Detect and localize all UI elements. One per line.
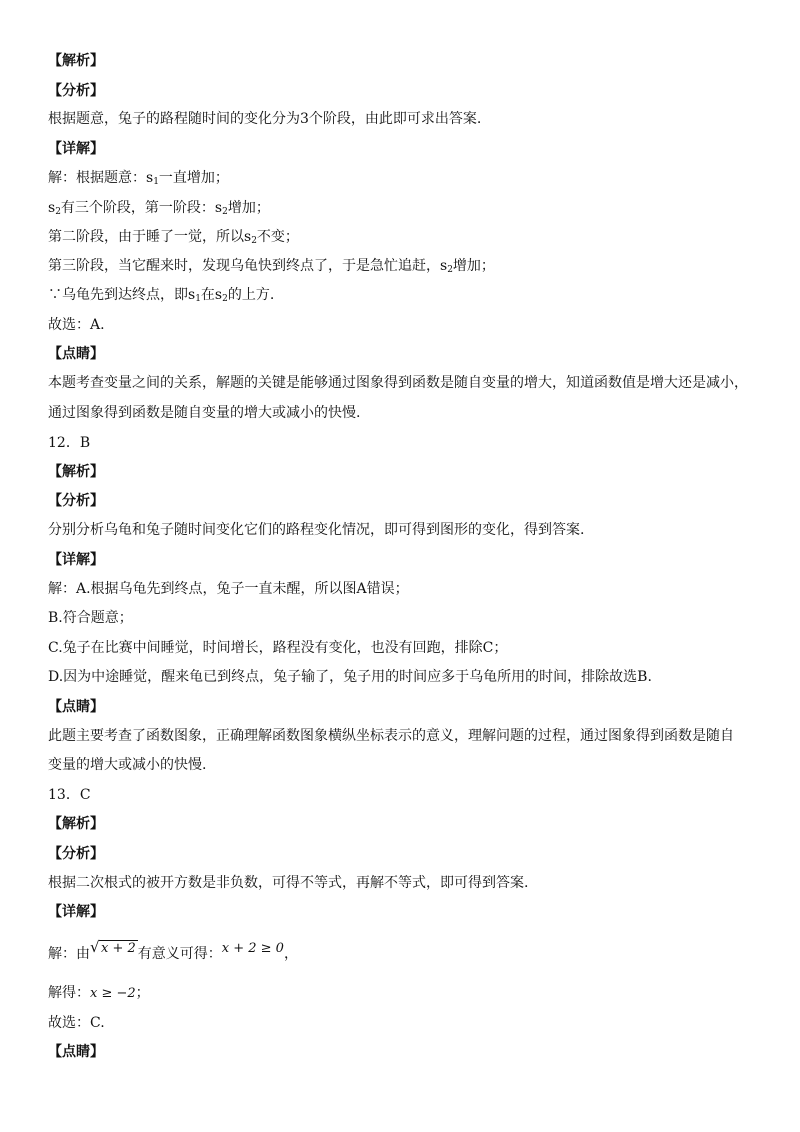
- solution-line-radical: 解：由 √ x + 2 有意义可得：x + 2 ≥ 0，: [48, 938, 298, 962]
- section-heading-fenxi: 【分析】: [48, 846, 104, 862]
- comment-text: 本题考查变量之间的关系，解题的关键是能够通过图象得到函数是随自变量的增大，知道函数值是增大还是减小，: [48, 375, 748, 391]
- section-heading-fenxi: 【分析】: [48, 493, 104, 509]
- solution-line: 第二阶段，由于睡了一觉，所以$s_2$不变；: [48, 229, 299, 246]
- section-heading-dianjing: 【点睛】: [48, 1044, 104, 1060]
- solution-line: B.符合题意；: [48, 610, 133, 626]
- analysis-text: 根据题意，兔子的路程随时间的变化分为3个阶段，由此即可求出答案.: [48, 111, 482, 127]
- solution-line: 解：A.根据乌龟先到终点，兔子一直未醒，所以图A错误；: [48, 581, 409, 597]
- analysis-text: 分别分析乌龟和兔子随时间变化它们的路程变化情况，即可得到图形的变化，得到答案.: [48, 522, 585, 538]
- solution-line: D.因为中途睡觉，醒来龟已到终点，兔子输了，兔子用的时间应多于乌龟所用的时间，排除故选B.: [48, 669, 652, 685]
- section-heading-jiexi: 【解析】: [48, 53, 104, 69]
- section-heading-jiexi: 【解析】: [48, 816, 104, 832]
- solution-line: $s_2$有三个阶段，第一阶段：$s_2$增加；: [48, 200, 270, 217]
- section-heading-fenxi: 【分析】: [48, 83, 104, 99]
- comment-text: 此题主要考查了函数图象，正确理解函数图象横纵坐标表示的意义，理解问题的过程，通过图象得到函数是随自: [48, 728, 734, 744]
- analysis-text: 根据二次根式的被开方数是非负数，可得不等式，再解不等式，即可得到答案.: [48, 875, 529, 891]
- comment-text: 通过图象得到函数是随自变量的增大或减小的快慢.: [48, 405, 361, 421]
- section-heading-xiangjie: 【详解】: [48, 904, 104, 920]
- answer-choice: 故选：A.: [48, 317, 105, 333]
- solution-line: 第三阶段，当它醒来时，发现乌龟快到终点了，于是急忙追赶，$s_2$增加；: [48, 258, 495, 275]
- section-heading-dianjing: 【点睛】: [48, 346, 104, 362]
- section-heading-dianjing: 【点睛】: [48, 699, 104, 715]
- solution-line: ∵乌龟先到达终点，即$s_1$在$s_2$的上方.: [48, 287, 275, 304]
- inequality-result: x ≥ −2: [90, 986, 136, 1001]
- inequality-expression: x + 2 ≥ 0: [221, 941, 284, 956]
- question-number: 13．C: [48, 787, 91, 803]
- section-heading-jiexi: 【解析】: [48, 464, 104, 480]
- section-heading-xiangjie: 【详解】: [48, 141, 104, 157]
- section-heading-xiangjie: 【详解】: [48, 552, 104, 568]
- comment-text: 变量的增大或减小的快慢.: [48, 757, 207, 773]
- question-number: 12．B: [48, 435, 91, 451]
- solution-line: 解：根据题意：$s_1$一直增加；: [48, 170, 229, 187]
- answer-choice: 故选：C.: [48, 1015, 105, 1031]
- sqrt-expression: √ x + 2: [90, 938, 136, 956]
- solution-line: 解得：x ≥ −2；: [48, 985, 150, 1001]
- solution-line: C.兔子在比赛中间睡觉，时间增长，路程没有变化，也没有回跑，排除C；: [48, 640, 508, 656]
